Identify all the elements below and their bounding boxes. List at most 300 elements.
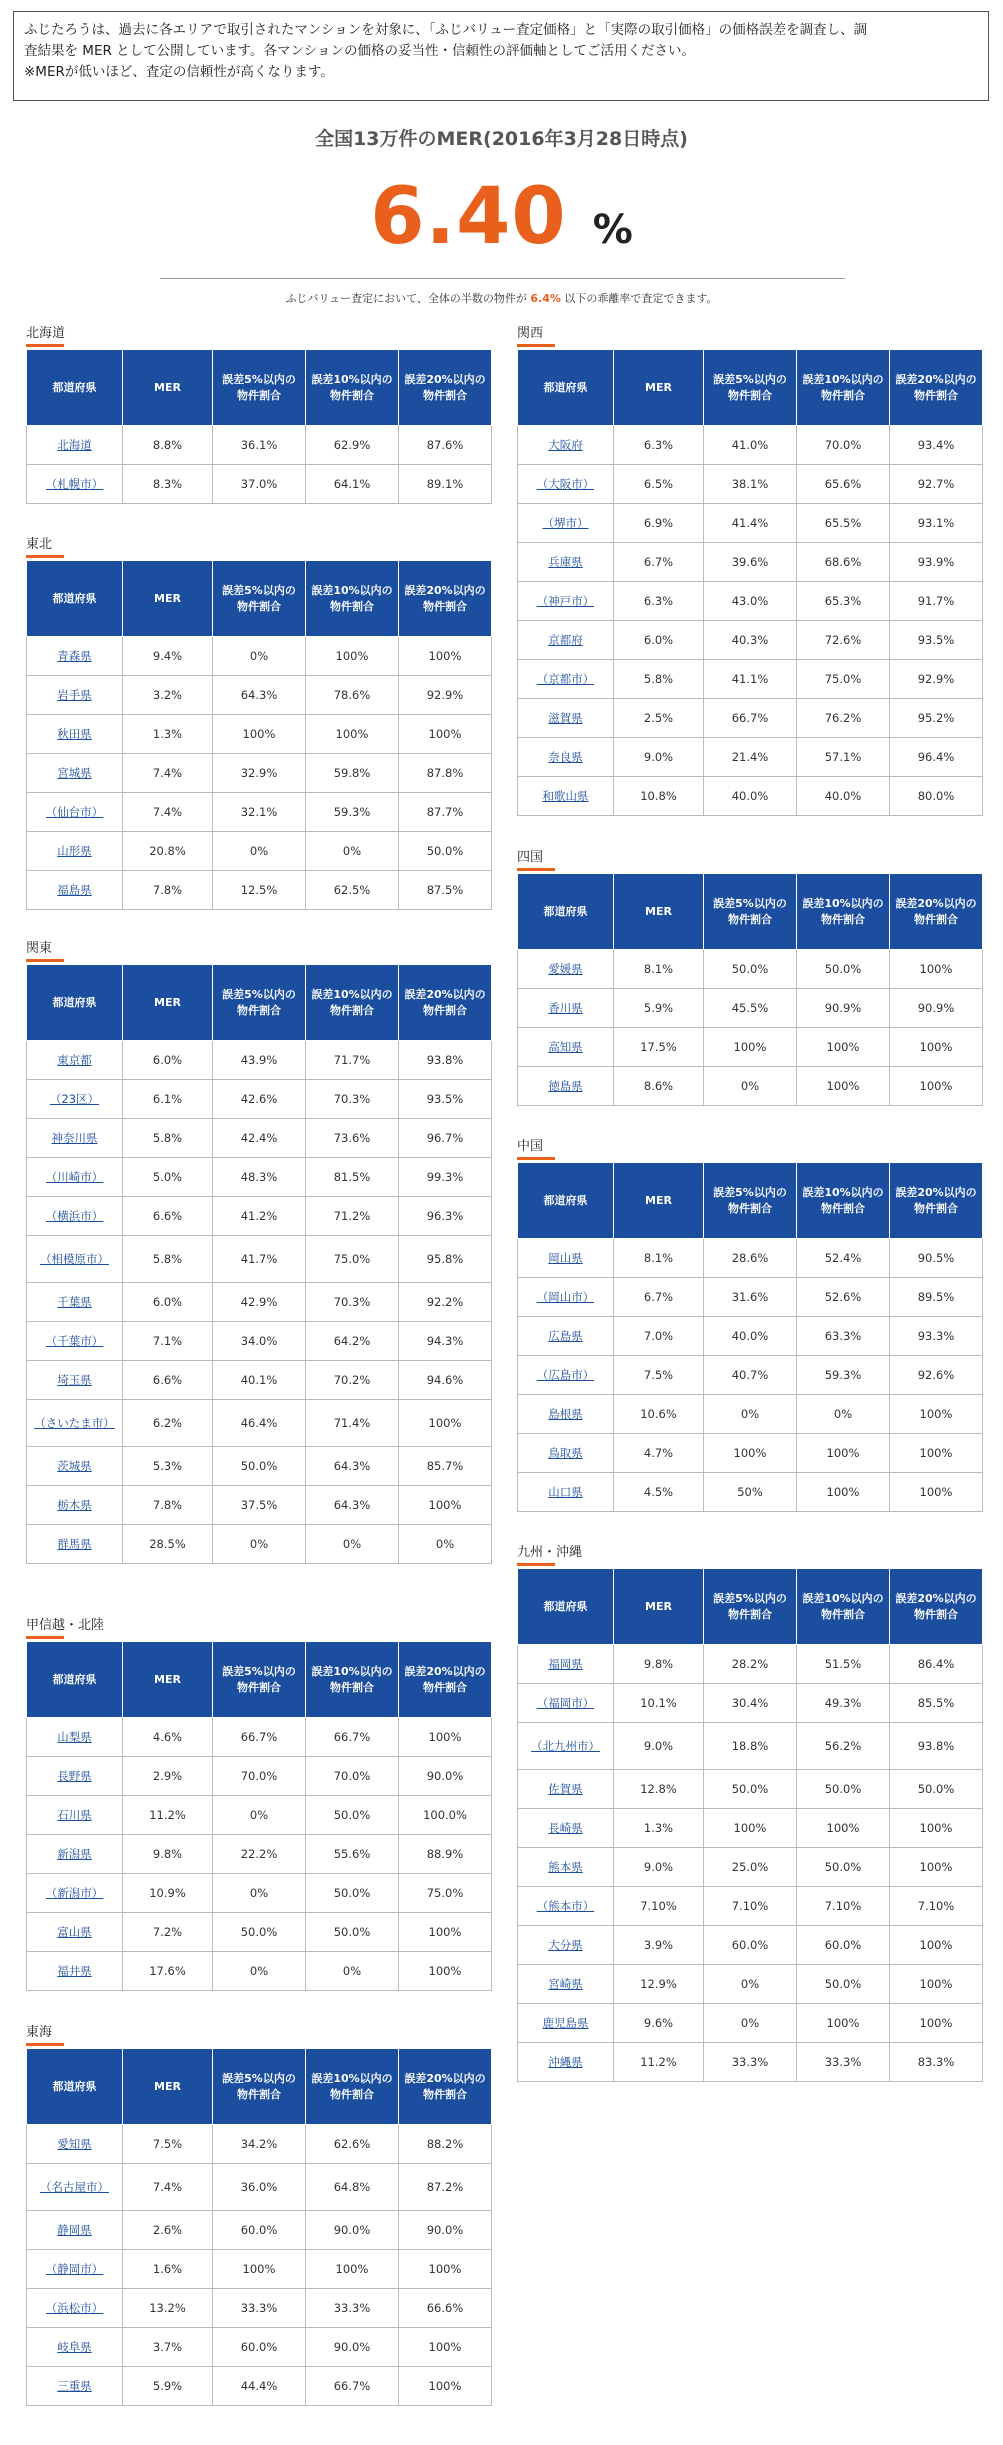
table-row bbox=[27, 793, 492, 832]
value-cell: 41.1% bbox=[704, 660, 797, 699]
prefecture-link[interactable]: （相模原市） bbox=[40, 1252, 109, 1266]
region-kansai bbox=[517, 325, 982, 816]
prefecture-link[interactable]: （浜松市） bbox=[45, 2301, 104, 2315]
prefecture-link[interactable]: 長野県 bbox=[57, 1769, 92, 1783]
prefecture-link[interactable]: 鹿児島県 bbox=[542, 2016, 589, 2030]
value-cell: 6.3% bbox=[614, 582, 704, 621]
value-cell: 34.2% bbox=[213, 2125, 306, 2164]
column-header: 都道府県 bbox=[27, 350, 123, 426]
value-cell: 85.7% bbox=[399, 1447, 492, 1486]
value-cell: 7.5% bbox=[614, 1356, 704, 1395]
value-cell: 18.8% bbox=[704, 1723, 797, 1770]
value-cell: 8.1% bbox=[614, 950, 704, 989]
prefecture-cell bbox=[518, 950, 614, 989]
value-cell: 1.3% bbox=[614, 1809, 704, 1848]
table-row bbox=[27, 2164, 492, 2211]
table-row bbox=[518, 1434, 983, 1473]
table-row bbox=[518, 1809, 983, 1848]
value-cell: 0% bbox=[213, 637, 306, 676]
table-row bbox=[27, 2328, 492, 2367]
prefecture-link[interactable]: 福岡県 bbox=[548, 1657, 583, 1671]
value-cell: 100% bbox=[399, 1400, 492, 1447]
table-row bbox=[27, 1400, 492, 1447]
value-cell: 92.9% bbox=[890, 660, 983, 699]
prefecture-cell bbox=[27, 2250, 123, 2289]
column-header: 誤差20%以内の物件割合 bbox=[890, 1569, 983, 1645]
summary-headline: 全国13万件のMER(2016年3月28日時点) bbox=[315, 128, 688, 150]
value-cell: 5.9% bbox=[123, 2367, 213, 2406]
column-header: 誤差5%以内の物件割合 bbox=[704, 1163, 797, 1239]
prefecture-link[interactable]: 佐賀県 bbox=[548, 1782, 583, 1796]
value-cell: 36.1% bbox=[213, 426, 306, 465]
value-cell: 5.9% bbox=[614, 989, 704, 1028]
column-header: 誤差5%以内の物件割合 bbox=[213, 350, 306, 426]
summary-note-pre: ふじバリュー査定において、全体の半数の物件が bbox=[285, 292, 527, 305]
value-cell: 6.0% bbox=[614, 621, 704, 660]
prefecture-link[interactable]: （静岡市） bbox=[45, 2262, 104, 2276]
table-row bbox=[518, 621, 983, 660]
prefecture-cell bbox=[518, 621, 614, 660]
value-cell: 96.3% bbox=[399, 1197, 492, 1236]
mer-table bbox=[517, 349, 983, 816]
prefecture-link[interactable]: 和歌山県 bbox=[542, 789, 589, 803]
value-cell: 5.8% bbox=[123, 1236, 213, 1283]
value-cell: 78.6% bbox=[306, 676, 399, 715]
prefecture-cell bbox=[518, 1723, 614, 1770]
value-cell: 92.6% bbox=[890, 1356, 983, 1395]
value-cell: 66.7% bbox=[306, 2367, 399, 2406]
value-cell: 6.3% bbox=[614, 426, 704, 465]
value-cell: 66.7% bbox=[213, 1718, 306, 1757]
table-row bbox=[518, 660, 983, 699]
prefecture-link[interactable]: 岐阜県 bbox=[57, 2340, 92, 2354]
prefecture-link[interactable]: （横浜市） bbox=[45, 1209, 104, 1223]
value-cell: 1.6% bbox=[123, 2250, 213, 2289]
prefecture-cell bbox=[518, 777, 614, 816]
value-cell: 62.9% bbox=[306, 426, 399, 465]
prefecture-link[interactable]: 島根県 bbox=[548, 1407, 583, 1421]
prefecture-cell bbox=[518, 738, 614, 777]
prefecture-link[interactable]: （さいたま市） bbox=[34, 1416, 115, 1430]
prefecture-link[interactable]: 福島県 bbox=[57, 883, 92, 897]
value-cell: 30.4% bbox=[704, 1684, 797, 1723]
prefecture-link[interactable]: 高知県 bbox=[548, 1040, 583, 1054]
prefecture-link[interactable]: （熊本市） bbox=[536, 1899, 595, 1913]
divider bbox=[160, 278, 845, 279]
value-cell: 50.0% bbox=[306, 1874, 399, 1913]
value-cell: 6.9% bbox=[614, 504, 704, 543]
value-cell: 100% bbox=[704, 1434, 797, 1473]
prefecture-cell bbox=[518, 1887, 614, 1926]
value-cell: 100% bbox=[797, 1028, 890, 1067]
prefecture-cell bbox=[518, 1473, 614, 1512]
prefecture-cell bbox=[518, 1645, 614, 1684]
value-cell: 100% bbox=[306, 637, 399, 676]
value-cell: 70.0% bbox=[306, 1757, 399, 1796]
prefecture-link[interactable]: 宮城県 bbox=[57, 766, 92, 780]
table-row bbox=[518, 1848, 983, 1887]
value-cell: 5.3% bbox=[123, 1447, 213, 1486]
table-row bbox=[518, 1926, 983, 1965]
prefecture-cell bbox=[27, 426, 123, 465]
value-cell: 100% bbox=[213, 715, 306, 754]
prefecture-link[interactable]: （広島市） bbox=[536, 1368, 595, 1382]
value-cell: 87.8% bbox=[399, 754, 492, 793]
value-cell: 6.6% bbox=[123, 1197, 213, 1236]
prefecture-link[interactable]: （千葉市） bbox=[45, 1334, 104, 1348]
region-title: 関東 bbox=[26, 940, 491, 964]
value-cell: 92.2% bbox=[399, 1283, 492, 1322]
column-header: 誤差10%以内の物件割合 bbox=[306, 965, 399, 1041]
prefecture-cell bbox=[518, 1028, 614, 1067]
mer-table bbox=[26, 2048, 492, 2406]
value-cell: 89.1% bbox=[399, 465, 492, 504]
value-cell: 50.0% bbox=[704, 950, 797, 989]
prefecture-cell bbox=[27, 1913, 123, 1952]
value-cell: 52.4% bbox=[797, 1239, 890, 1278]
value-cell: 2.6% bbox=[123, 2211, 213, 2250]
prefecture-link[interactable]: 愛知県 bbox=[57, 2137, 92, 2151]
value-cell: 65.6% bbox=[797, 465, 890, 504]
value-cell: 0% bbox=[213, 1952, 306, 1991]
value-cell: 64.3% bbox=[306, 1447, 399, 1486]
mer-value: 6.40 bbox=[370, 172, 567, 262]
value-cell: 100% bbox=[399, 1486, 492, 1525]
mer-table bbox=[517, 1162, 983, 1512]
column-header: 誤差20%以内の物件割合 bbox=[399, 350, 492, 426]
column-header: 誤差10%以内の物件割合 bbox=[306, 2049, 399, 2125]
value-cell: 100% bbox=[890, 1028, 983, 1067]
value-cell: 0% bbox=[704, 1395, 797, 1434]
prefecture-link[interactable]: （神戸市） bbox=[536, 594, 595, 608]
value-cell: 93.1% bbox=[890, 504, 983, 543]
prefecture-cell bbox=[518, 660, 614, 699]
prefecture-link[interactable]: 福井県 bbox=[57, 1964, 92, 1978]
summary-note-post: 以下の乖離率で査定できます。 bbox=[564, 292, 718, 305]
value-cell: 46.4% bbox=[213, 1400, 306, 1447]
prefecture-link[interactable]: 富山県 bbox=[57, 1925, 92, 1939]
table-row bbox=[518, 426, 983, 465]
prefecture-link[interactable]: 青森県 bbox=[57, 649, 92, 663]
value-cell: 10.1% bbox=[614, 1684, 704, 1723]
prefecture-link[interactable]: （名古屋市） bbox=[40, 2180, 109, 2194]
table-row bbox=[27, 715, 492, 754]
value-cell: 50.0% bbox=[890, 1770, 983, 1809]
table-row bbox=[518, 1770, 983, 1809]
value-cell: 100% bbox=[890, 1395, 983, 1434]
value-cell: 64.3% bbox=[213, 676, 306, 715]
value-cell: 0% bbox=[306, 832, 399, 871]
value-cell: 92.9% bbox=[399, 676, 492, 715]
table-row bbox=[27, 871, 492, 910]
table-row bbox=[518, 1239, 983, 1278]
prefecture-link[interactable]: （新潟市） bbox=[45, 1886, 104, 1900]
prefecture-cell bbox=[27, 1874, 123, 1913]
prefecture-cell bbox=[518, 1278, 614, 1317]
prefecture-link[interactable]: （大阪市） bbox=[536, 477, 595, 491]
prefecture-link[interactable]: 東京都 bbox=[57, 1053, 92, 1067]
value-cell: 100% bbox=[890, 2004, 983, 2043]
column-header: 都道府県 bbox=[518, 874, 614, 950]
table-row bbox=[27, 1952, 492, 1991]
prefecture-cell bbox=[27, 2367, 123, 2406]
prefecture-link[interactable]: 奈良県 bbox=[548, 750, 583, 764]
column-header: MER bbox=[123, 350, 213, 426]
prefecture-link[interactable]: （札幌市） bbox=[45, 477, 104, 491]
value-cell: 7.10% bbox=[890, 1887, 983, 1926]
value-cell: 100.0% bbox=[399, 1796, 492, 1835]
value-cell: 80.0% bbox=[890, 777, 983, 816]
prefecture-link[interactable]: 宮崎県 bbox=[548, 1977, 583, 1991]
prefecture-link[interactable]: 兵庫県 bbox=[548, 555, 583, 569]
column-header: MER bbox=[123, 965, 213, 1041]
value-cell: 45.5% bbox=[704, 989, 797, 1028]
prefecture-cell bbox=[518, 1684, 614, 1723]
value-cell: 64.8% bbox=[306, 2164, 399, 2211]
value-cell: 100% bbox=[797, 1473, 890, 1512]
prefecture-cell bbox=[27, 1322, 123, 1361]
column-header: 都道府県 bbox=[27, 1642, 123, 1718]
prefecture-link[interactable]: 大分県 bbox=[548, 1938, 583, 1952]
value-cell: 0% bbox=[213, 1874, 306, 1913]
table-row bbox=[518, 738, 983, 777]
prefecture-cell bbox=[27, 1041, 123, 1080]
prefecture-link[interactable]: 山口県 bbox=[548, 1485, 583, 1499]
prefecture-link[interactable]: 岡山県 bbox=[548, 1251, 583, 1265]
table-row bbox=[518, 2043, 983, 2082]
value-cell: 7.4% bbox=[123, 793, 213, 832]
value-cell: 60.0% bbox=[797, 1926, 890, 1965]
table-row bbox=[518, 504, 983, 543]
value-cell: 43.0% bbox=[704, 582, 797, 621]
column-header: MER bbox=[123, 2049, 213, 2125]
value-cell: 7.1% bbox=[123, 1322, 213, 1361]
value-cell: 9.6% bbox=[614, 2004, 704, 2043]
column-header: 誤差10%以内の物件割合 bbox=[797, 874, 890, 950]
table-row bbox=[518, 1965, 983, 2004]
value-cell: 0% bbox=[213, 1525, 306, 1564]
value-cell: 10.9% bbox=[123, 1874, 213, 1913]
prefecture-link[interactable]: 三重県 bbox=[57, 2379, 92, 2393]
prefecture-cell bbox=[27, 793, 123, 832]
value-cell: 9.0% bbox=[614, 1723, 704, 1770]
prefecture-cell bbox=[27, 1757, 123, 1796]
prefecture-link[interactable]: （23区） bbox=[49, 1092, 100, 1106]
mer-unit: % bbox=[592, 207, 633, 253]
prefecture-link[interactable]: 石川県 bbox=[57, 1808, 92, 1822]
table-row bbox=[27, 1236, 492, 1283]
table-row bbox=[27, 1486, 492, 1525]
mer-table bbox=[26, 349, 492, 504]
value-cell: 3.9% bbox=[614, 1926, 704, 1965]
prefecture-link[interactable]: 大阪府 bbox=[548, 438, 583, 452]
region-koshinetsu-hokuriku bbox=[26, 1617, 491, 1991]
table-row bbox=[27, 1796, 492, 1835]
column-header: 誤差5%以内の物件割合 bbox=[213, 965, 306, 1041]
table-row bbox=[518, 1645, 983, 1684]
prefecture-link[interactable]: （福岡市） bbox=[536, 1696, 595, 1710]
value-cell: 95.8% bbox=[399, 1236, 492, 1283]
table-row bbox=[27, 676, 492, 715]
value-cell: 76.2% bbox=[797, 699, 890, 738]
region-tohoku bbox=[26, 536, 491, 910]
value-cell: 100% bbox=[797, 2004, 890, 2043]
prefecture-link[interactable]: 広島県 bbox=[548, 1329, 583, 1343]
prefecture-link[interactable]: （仙台市） bbox=[45, 805, 104, 819]
prefecture-link[interactable]: 千葉県 bbox=[57, 1295, 92, 1309]
value-cell: 33.3% bbox=[213, 2289, 306, 2328]
value-cell: 6.2% bbox=[123, 1400, 213, 1447]
table-row bbox=[27, 1361, 492, 1400]
value-cell: 90.5% bbox=[890, 1239, 983, 1278]
region-kyushu-okinawa bbox=[517, 1544, 982, 2082]
value-cell: 50.0% bbox=[399, 832, 492, 871]
prefecture-link[interactable]: 徳島県 bbox=[548, 1079, 583, 1093]
region-hokkaido bbox=[26, 325, 491, 504]
value-cell: 94.6% bbox=[399, 1361, 492, 1400]
value-cell: 70.0% bbox=[797, 426, 890, 465]
prefecture-link[interactable]: （京都市） bbox=[536, 672, 595, 686]
value-cell: 87.7% bbox=[399, 793, 492, 832]
value-cell: 100% bbox=[399, 1913, 492, 1952]
prefecture-link[interactable]: 茨城県 bbox=[57, 1459, 92, 1473]
value-cell: 5.8% bbox=[123, 1119, 213, 1158]
value-cell: 0% bbox=[306, 1952, 399, 1991]
prefecture-link[interactable]: 秋田県 bbox=[57, 727, 92, 741]
prefecture-link[interactable]: （北九州市） bbox=[531, 1739, 600, 1753]
prefecture-link[interactable]: 京都府 bbox=[548, 633, 583, 647]
prefecture-link[interactable]: 鳥取県 bbox=[548, 1446, 583, 1460]
value-cell: 40.0% bbox=[797, 777, 890, 816]
column-header: 誤差5%以内の物件割合 bbox=[704, 1569, 797, 1645]
value-cell: 33.3% bbox=[704, 2043, 797, 2082]
value-cell: 28.2% bbox=[704, 1645, 797, 1684]
value-cell: 7.8% bbox=[123, 871, 213, 910]
value-cell: 100% bbox=[890, 950, 983, 989]
table-row bbox=[27, 1447, 492, 1486]
prefecture-link[interactable]: 山形県 bbox=[57, 844, 92, 858]
column-header: MER bbox=[614, 350, 704, 426]
value-cell: 44.4% bbox=[213, 2367, 306, 2406]
value-cell: 17.5% bbox=[614, 1028, 704, 1067]
prefecture-link[interactable]: 栃木県 bbox=[57, 1498, 92, 1512]
prefecture-link[interactable]: 長崎県 bbox=[548, 1821, 583, 1835]
column-header: MER bbox=[614, 874, 704, 950]
value-cell: 100% bbox=[797, 1434, 890, 1473]
value-cell: 41.2% bbox=[213, 1197, 306, 1236]
prefecture-link[interactable]: 愛媛県 bbox=[548, 962, 583, 976]
prefecture-link[interactable]: 群馬県 bbox=[57, 1537, 92, 1551]
value-cell: 9.4% bbox=[123, 637, 213, 676]
mer-table bbox=[26, 964, 492, 1564]
table-row bbox=[27, 1322, 492, 1361]
value-cell: 100% bbox=[306, 2250, 399, 2289]
table-row bbox=[518, 465, 983, 504]
value-cell: 3.7% bbox=[123, 2328, 213, 2367]
value-cell: 1.3% bbox=[123, 715, 213, 754]
value-cell: 6.1% bbox=[123, 1080, 213, 1119]
value-cell: 38.1% bbox=[704, 465, 797, 504]
value-cell: 7.0% bbox=[614, 1317, 704, 1356]
value-cell: 11.2% bbox=[614, 2043, 704, 2082]
value-cell: 50.0% bbox=[306, 1796, 399, 1835]
value-cell: 100% bbox=[399, 1952, 492, 1991]
value-cell: 59.3% bbox=[797, 1356, 890, 1395]
prefecture-link[interactable]: 山梨県 bbox=[57, 1730, 92, 1744]
region-title: 九州・沖縄 bbox=[517, 1544, 982, 1568]
prefecture-link[interactable]: 静岡県 bbox=[57, 2223, 92, 2237]
value-cell: 33.3% bbox=[306, 2289, 399, 2328]
value-cell: 93.8% bbox=[399, 1041, 492, 1080]
column-header: 誤差10%以内の物件割合 bbox=[797, 1569, 890, 1645]
value-cell: 0% bbox=[704, 1965, 797, 2004]
table-row bbox=[27, 2367, 492, 2406]
prefecture-link[interactable]: 岩手県 bbox=[57, 688, 92, 702]
value-cell: 28.5% bbox=[123, 1525, 213, 1564]
value-cell: 93.5% bbox=[890, 621, 983, 660]
summary-note-value: 6.4% bbox=[530, 292, 561, 305]
value-cell: 12.5% bbox=[213, 871, 306, 910]
value-cell: 17.6% bbox=[123, 1952, 213, 1991]
prefecture-link[interactable]: （岡山市） bbox=[536, 1290, 595, 1304]
value-cell: 71.2% bbox=[306, 1197, 399, 1236]
value-cell: 41.0% bbox=[704, 426, 797, 465]
prefecture-cell bbox=[27, 1447, 123, 1486]
prefecture-cell bbox=[27, 1236, 123, 1283]
prefecture-cell bbox=[518, 699, 614, 738]
value-cell: 0% bbox=[704, 2004, 797, 2043]
prefecture-link[interactable]: 香川県 bbox=[548, 1001, 583, 1015]
column-header: MER bbox=[123, 1642, 213, 1718]
table-row bbox=[518, 699, 983, 738]
prefecture-cell bbox=[518, 1848, 614, 1887]
column-header: 誤差5%以内の物件割合 bbox=[704, 874, 797, 950]
value-cell: 4.7% bbox=[614, 1434, 704, 1473]
prefecture-link[interactable]: 神奈川県 bbox=[51, 1131, 98, 1145]
value-cell: 0% bbox=[399, 1525, 492, 1564]
region-tokai bbox=[26, 2024, 491, 2406]
prefecture-link[interactable]: 滋賀県 bbox=[548, 711, 583, 725]
prefecture-link[interactable]: 北海道 bbox=[57, 438, 92, 452]
value-cell: 10.8% bbox=[614, 777, 704, 816]
prefecture-link[interactable]: （堺市） bbox=[542, 516, 589, 530]
value-cell: 96.7% bbox=[399, 1119, 492, 1158]
value-cell: 32.9% bbox=[213, 754, 306, 793]
prefecture-cell bbox=[27, 715, 123, 754]
value-cell: 0% bbox=[213, 1796, 306, 1835]
prefecture-link[interactable]: （川崎市） bbox=[45, 1170, 104, 1184]
prefecture-link[interactable]: 埼玉県 bbox=[57, 1373, 92, 1387]
value-cell: 41.4% bbox=[704, 504, 797, 543]
table-row bbox=[518, 1356, 983, 1395]
table-row bbox=[27, 426, 492, 465]
prefecture-link[interactable]: 沖縄県 bbox=[548, 2055, 583, 2069]
value-cell: 100% bbox=[797, 1067, 890, 1106]
prefecture-link[interactable]: 熊本県 bbox=[548, 1860, 583, 1874]
table-row bbox=[27, 1158, 492, 1197]
column-header: 誤差10%以内の物件割合 bbox=[306, 1642, 399, 1718]
value-cell: 60.0% bbox=[213, 2328, 306, 2367]
prefecture-link[interactable]: 新潟県 bbox=[57, 1847, 92, 1861]
value-cell: 40.0% bbox=[704, 1317, 797, 1356]
value-cell: 7.4% bbox=[123, 754, 213, 793]
value-cell: 72.6% bbox=[797, 621, 890, 660]
column-header: 誤差5%以内の物件割合 bbox=[704, 350, 797, 426]
value-cell: 89.5% bbox=[890, 1278, 983, 1317]
column-header: 誤差20%以内の物件割合 bbox=[890, 1163, 983, 1239]
intro-notice bbox=[13, 11, 989, 101]
column-header: 都道府県 bbox=[518, 350, 614, 426]
